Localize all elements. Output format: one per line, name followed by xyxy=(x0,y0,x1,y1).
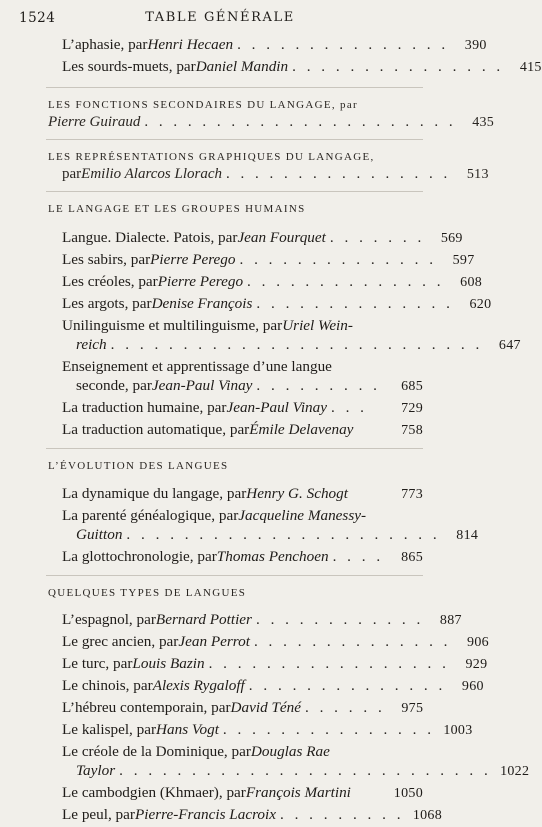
section-author: Emilio Alarcos Llorach xyxy=(81,166,222,182)
entry-title: L’espagnol, par xyxy=(62,611,156,628)
table-of-contents xyxy=(48,35,542,827)
toc-entry xyxy=(48,698,423,718)
entry-author: Daniel Mandin xyxy=(195,58,289,75)
entry-page: 608 xyxy=(460,275,483,290)
entry-page: 929 xyxy=(465,657,488,672)
entry-author: Jean-Paul Vinay xyxy=(226,399,327,416)
entry-title: Le peul, par xyxy=(62,806,135,823)
toc-entry xyxy=(48,398,423,418)
entry-author: Henri Hecaen xyxy=(147,36,234,53)
toc-entry xyxy=(48,272,483,292)
toc-entry xyxy=(48,484,423,504)
entry-title: Le kalispel, par xyxy=(62,721,157,738)
entry-title: La traduction humaine, par xyxy=(62,399,227,416)
leader-dots: . . . . . . . . . . . . . . . xyxy=(237,36,449,53)
entry-author: Louis Bazin xyxy=(132,655,205,672)
leader-dots: . . . . . . . . . . . . . . xyxy=(239,251,437,268)
entry-page: 569 xyxy=(440,231,463,246)
entry-title: Unilinguisme et multilinguisme, par xyxy=(62,317,283,334)
entry-author-cont: reich xyxy=(76,336,107,353)
entry-page: 814 xyxy=(456,528,479,543)
toc-entry xyxy=(48,720,473,740)
leader-dots: . . . . . . . . . . . . . . xyxy=(248,677,446,694)
section-fonctions-secondaires xyxy=(48,97,495,131)
section-types-de-langues xyxy=(48,585,423,602)
entry-title-cont: seconde, par xyxy=(76,377,152,394)
leader-dots: . . . . . . . . . . . . . . xyxy=(253,633,451,650)
entry-author: Jacqueline Manessy- xyxy=(238,507,367,524)
section-divider xyxy=(46,448,423,449)
entry-author: Jean-Paul Vinay xyxy=(151,377,253,394)
toc-entry xyxy=(48,547,423,567)
entry-page: 597 xyxy=(452,253,475,268)
section-divider xyxy=(46,87,423,88)
entry-page: 975 xyxy=(401,701,424,716)
leader-dots: . . . . . . . . . . . . . . xyxy=(247,273,445,290)
section-divider xyxy=(46,575,423,576)
section-author: Pierre Guiraud xyxy=(48,114,141,130)
entry-title: Les sabirs, par xyxy=(62,251,151,268)
entry-title: Le créole de la Dominique, par xyxy=(62,743,251,760)
section-evolution-des-langues xyxy=(48,458,423,475)
entry-page: 1050 xyxy=(393,786,423,801)
entry-page: 685 xyxy=(401,379,423,394)
entry-title: La parenté généalogique, par xyxy=(62,507,239,524)
entry-title: Enseignement et apprentissage d’une langue xyxy=(62,358,332,375)
toc-entry xyxy=(48,742,530,781)
entry-title: Le chinois, par xyxy=(62,677,153,694)
section-groupes-humains xyxy=(48,201,423,218)
leader-dots: . . . . . . . . . . . . . . . xyxy=(222,721,435,738)
page-number: 1524 xyxy=(19,10,56,26)
entry-title: L’hébreu contemporain, par xyxy=(62,699,231,716)
entry-author: Pierre-Francis Lacroix xyxy=(134,806,276,823)
entry-page: 1068 xyxy=(412,808,443,823)
toc-entry xyxy=(48,783,423,803)
entry-page: 773 xyxy=(401,487,423,502)
running-head xyxy=(19,10,421,30)
entry-author-cont: Taylor xyxy=(76,762,116,779)
entry-page: 1003 xyxy=(443,723,473,738)
entry-author: Émile Delavenay xyxy=(249,421,354,438)
entry-title: Les argots, par xyxy=(62,295,152,312)
entry-title: Le cambodgien (Khmaer), par xyxy=(62,784,246,801)
entry-author: Pierre Perego xyxy=(157,273,244,290)
leader-dots: . . . . . . . . . . . . . . . . xyxy=(226,166,451,182)
section-prefix: par xyxy=(62,166,82,182)
toc-entry xyxy=(48,35,487,55)
entry-title: Le turc, par xyxy=(62,655,133,672)
leader-dots: . . . . . . . . . xyxy=(279,806,405,823)
entry-author: Alexis Rygaloff xyxy=(152,677,245,694)
leader-dots: . . . . . . . . . . . . . . . . . . . . . . . . . . xyxy=(110,336,483,353)
toc-entry xyxy=(48,805,443,825)
entry-page: 390 xyxy=(464,38,487,53)
toc-entry xyxy=(48,676,484,696)
section-title: LE LANGAGE ET LES GROUPES HUMAINS xyxy=(48,203,306,215)
section-title: L’ÉVOLUTION DES LANGUES xyxy=(48,460,229,472)
section-page: 513 xyxy=(466,167,489,182)
entry-author: Jean Perrot xyxy=(178,633,250,650)
entry-title: La glottochronologie, par xyxy=(62,548,217,565)
entry-author: Bernard Pottier xyxy=(155,611,252,628)
entry-author: François Martini xyxy=(245,784,351,801)
leader-dots: . . . . . . . . . . . . . . xyxy=(256,295,454,312)
entry-title: La traduction automatique, par xyxy=(62,421,250,438)
entry-title: Langue. Dialecte. Patois, par xyxy=(62,229,238,246)
entry-author: Douglas Rae xyxy=(250,743,330,760)
entry-page: 960 xyxy=(461,679,484,694)
section-title: LES REPRÉSENTATIONS GRAPHIQUES DU LANGAGE, xyxy=(48,151,375,163)
leader-dots: . . . . . . . . . . . . . . . xyxy=(292,58,504,75)
entry-title: Le grec ancien, par xyxy=(62,633,179,650)
entry-page: 1022 xyxy=(500,764,530,779)
entry-page: 729 xyxy=(401,401,423,416)
entry-page: 620 xyxy=(469,297,492,312)
toc-entry xyxy=(48,57,542,77)
section-representations-graphiques xyxy=(48,149,489,183)
leader-dots: . . . . . . . . . . . . . . . . . . . . . . xyxy=(126,526,441,543)
entry-author-cont: Guitton xyxy=(76,526,123,543)
entry-page: 906 xyxy=(467,635,489,650)
toc-entry xyxy=(48,420,423,440)
entry-author: Hans Vogt xyxy=(156,721,219,738)
section-page: 435 xyxy=(472,115,495,130)
toc-entry xyxy=(48,357,423,396)
leader-dots: . . . . . . . . . xyxy=(256,377,381,394)
entry-title: Les sourds-muets, par xyxy=(62,58,196,75)
toc-entry xyxy=(48,654,488,674)
leader-dots: . . . . . . . . . . . . . . . . . . . . . . . . . . xyxy=(119,762,492,779)
entry-page: 887 xyxy=(439,613,462,628)
entry-author: Thomas Penchoen xyxy=(216,548,329,565)
section-title: LES FONCTIONS SECONDAIRES DU LANGAGE, par xyxy=(48,99,358,111)
entry-page: 647 xyxy=(498,338,521,353)
entry-author: Pierre Perego xyxy=(150,251,236,268)
toc-entry xyxy=(48,294,492,314)
section-divider xyxy=(46,139,423,140)
leader-dots: . . . . . . . . . . . . . . . . . . . . . . xyxy=(144,114,457,130)
toc-entry xyxy=(48,316,521,355)
leader-dots: . . . . . . . xyxy=(329,229,425,246)
entry-author: David Téné xyxy=(230,699,301,716)
running-title: TABLE GÉNÉRALE xyxy=(145,10,295,25)
entry-page: 865 xyxy=(401,550,423,565)
entry-title: Les créoles, par xyxy=(62,273,158,290)
toc-entry xyxy=(48,506,479,545)
entry-author: Denise François xyxy=(151,295,253,312)
toc-entry xyxy=(48,228,463,248)
toc-entry xyxy=(48,250,475,270)
leader-dots: . . . . . . . . . . . . xyxy=(255,611,424,628)
leader-dots: . . . . . . . . . . . . . . . . . xyxy=(208,655,450,672)
toc-entry xyxy=(48,610,462,630)
entry-author: Uriel Wein- xyxy=(282,317,353,334)
entry-page: 758 xyxy=(401,423,423,438)
section-title: QUELQUES TYPES DE LANGUES xyxy=(48,587,247,599)
entry-author: Henry G. Schogt xyxy=(246,485,348,502)
leader-dots: . . . xyxy=(330,399,368,416)
entry-author: Jean Fourquet xyxy=(237,229,326,246)
toc-entry xyxy=(48,632,489,652)
section-divider xyxy=(46,191,423,192)
leader-dots: . . . . xyxy=(332,548,384,565)
entry-page: 415 xyxy=(519,60,542,75)
leader-dots: . . . . . . xyxy=(304,699,386,716)
entry-title: L’aphasie, par xyxy=(62,36,148,53)
entry-title: La dynamique du langage, par xyxy=(62,485,247,502)
